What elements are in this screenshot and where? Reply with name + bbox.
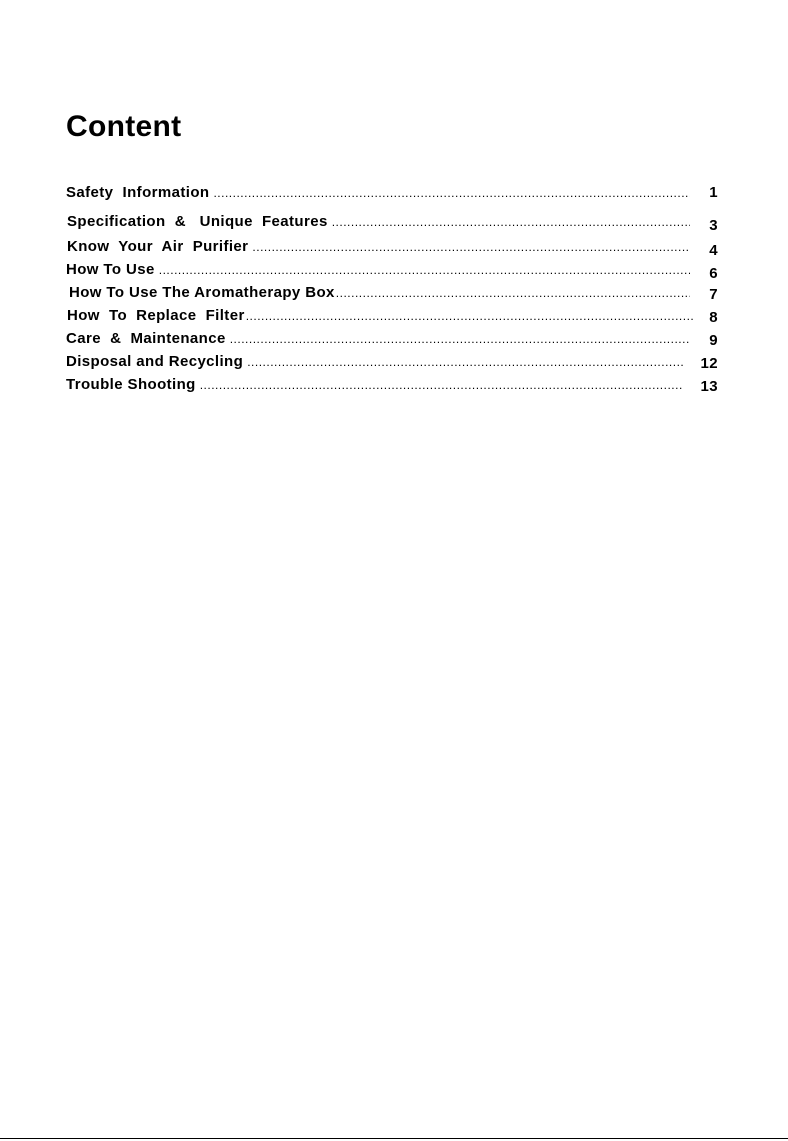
toc-leader-dots — [200, 378, 682, 392]
toc-entry-disposal-recycling[interactable] — [66, 353, 718, 370]
toc-entry-how-to-replace-filter[interactable] — [66, 307, 718, 324]
toc-leader-dots — [247, 355, 684, 369]
toc-entry-label: How To Replace Filter — [67, 307, 245, 324]
page-title: Content — [66, 110, 182, 143]
toc-entry-page-number: 12 — [700, 355, 718, 372]
toc-entry-label: Trouble Shooting — [66, 376, 196, 393]
toc-entry-care-maintenance[interactable] — [66, 330, 718, 347]
toc-entry-how-to-use-aromatherapy-box[interactable] — [66, 284, 718, 301]
toc-leader-dots — [252, 240, 690, 254]
toc-entry-page-number: 3 — [709, 217, 718, 234]
toc-entry-know-your-air-purifier[interactable] — [66, 238, 718, 259]
toc-entry-safety-information[interactable] — [66, 184, 718, 201]
toc-entry-how-to-use[interactable] — [66, 261, 718, 282]
toc-entry-page-number: 13 — [700, 378, 718, 395]
table-of-contents — [66, 184, 718, 393]
toc-leader-dots — [159, 263, 690, 277]
toc-leader-dots — [230, 332, 690, 346]
toc-entry-page-number: 4 — [709, 242, 718, 259]
toc-leader-dots — [246, 309, 695, 323]
toc-entry-label: Safety Information — [66, 184, 210, 201]
toc-entry-label: Know Your Air Purifier — [67, 238, 249, 255]
toc-entry-label: How To Use The Aromatherapy Box — [69, 284, 335, 301]
toc-leader-dots — [332, 215, 690, 229]
toc-entry-specification-features[interactable] — [66, 213, 718, 234]
toc-entry-label: How To Use — [66, 261, 155, 278]
toc-entry-page-number: 8 — [709, 309, 718, 326]
toc-leader-dots — [213, 186, 690, 200]
toc-entry-page-number: 6 — [709, 265, 718, 282]
toc-entry-trouble-shooting[interactable] — [66, 376, 718, 393]
page-bottom-rule — [0, 1138, 788, 1139]
toc-entry-label: Disposal and Recycling — [66, 353, 244, 370]
toc-entry-label: Care & Maintenance — [66, 330, 226, 347]
toc-entry-page-number: 9 — [709, 332, 718, 349]
toc-entry-page-number: 7 — [709, 286, 718, 303]
toc-entry-label: Specification & Unique Features — [67, 213, 328, 230]
toc-entry-page-number: 1 — [709, 184, 718, 201]
toc-leader-dots — [336, 286, 690, 300]
